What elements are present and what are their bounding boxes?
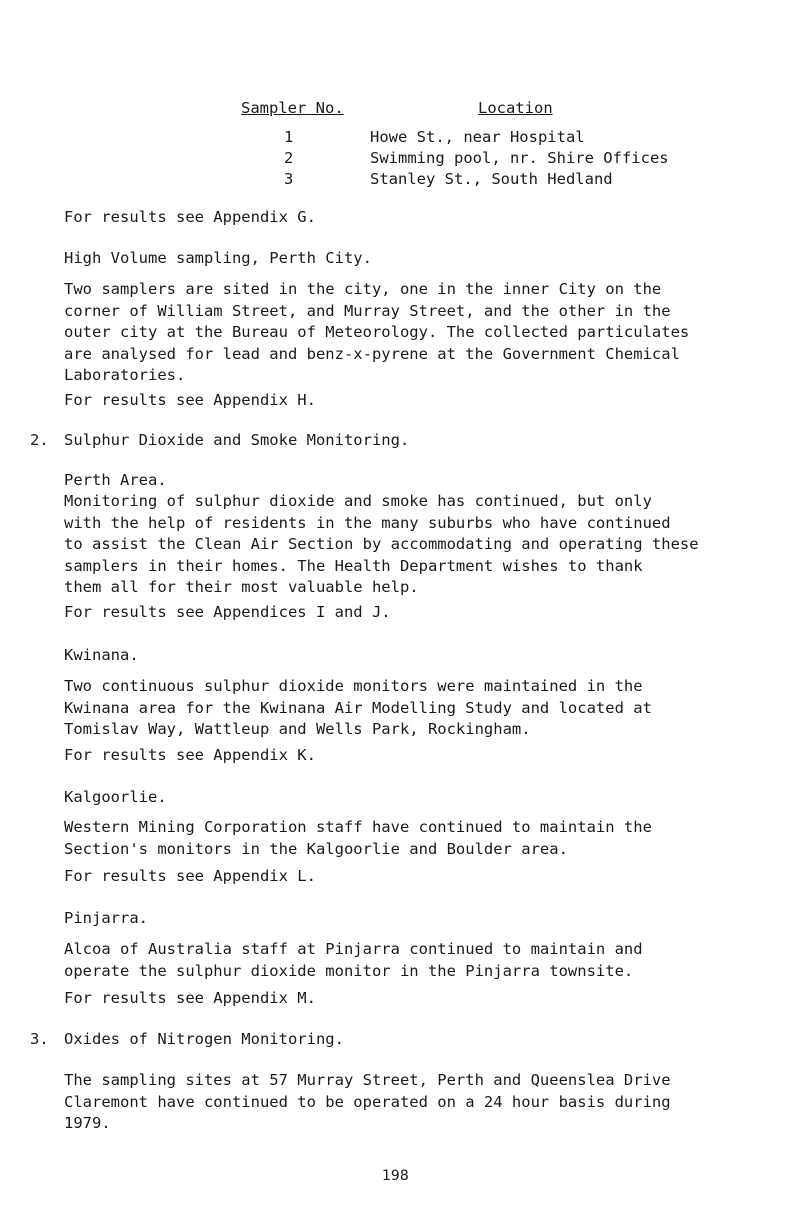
location-cell: Howe St., near Hospital xyxy=(370,128,585,146)
sampler-no-cell: 2 xyxy=(284,149,294,167)
kalgoorlie-heading: Kalgoorlie. xyxy=(64,788,167,806)
results-appendices-i-j: For results see Appendices I and J. xyxy=(64,603,391,621)
section-heading-nitrogen: Oxides of Nitrogen Monitoring. xyxy=(64,1030,344,1048)
kwinana-heading: Kwinana. xyxy=(64,646,139,664)
nitrogen-paragraph: The sampling sites at 57 Murray Street, Perth and Queenslea Drive Claremont have continued to be operated on a 24 hour basis during 1979. xyxy=(64,1071,671,1132)
sampler-no-cell: 3 xyxy=(284,170,294,188)
section-number: 2. xyxy=(30,431,49,449)
perth-area-heading: Perth Area. xyxy=(64,471,167,489)
results-appendix-l: For results see Appendix L. xyxy=(64,867,316,885)
page-number: 198 xyxy=(382,1168,409,1184)
results-appendix-m: For results see Appendix M. xyxy=(64,989,316,1007)
perth-area-paragraph: Monitoring of sulphur dioxide and smoke has continued, but only with the help of residents in the many suburbs who have continued to assist the Clean Air Section by accommodating and operating these samplers in their homes. The Health Department wishes to thank them all for their most valuable help. xyxy=(64,492,699,596)
kalgoorlie-paragraph: Western Mining Corporation staff have continued to maintain the Section's monitors in the Kalgoorlie and Boulder area. xyxy=(64,818,652,858)
location-header: Location xyxy=(478,99,553,117)
results-appendix-g: For results see Appendix G. xyxy=(64,208,316,226)
high-volume-heading: High Volume sampling, Perth City. xyxy=(64,249,372,267)
results-appendix-h: For results see Appendix H. xyxy=(64,391,316,409)
sampler-no-header: Sampler No. xyxy=(241,99,344,117)
location-cell: Swimming pool, nr. Shire Offices xyxy=(370,149,669,167)
kwinana-paragraph: Two continuous sulphur dioxide monitors were maintained in the Kwinana area for the Kwinana Air Modelling Study and located at Tomislav Way, Wattleup and Wells Park, Rockingham. xyxy=(64,677,652,738)
high-volume-paragraph: Two samplers are sited in the city, one in the inner City on the corner of William Street, and Murray Street, and the other in the outer city at the Bureau of Meteorology. The collected particulates are analysed for lead and benz-x-pyrene at the Government Chemical Laboratories. xyxy=(64,280,690,384)
pinjarra-heading: Pinjarra. xyxy=(64,909,148,927)
sampler-no-cell: 1 xyxy=(284,128,294,146)
pinjarra-paragraph: Alcoa of Australia staff at Pinjarra continued to maintain and operate the sulphur dioxide monitor in the Pinjarra townsite. xyxy=(64,940,643,980)
section-number: 3. xyxy=(30,1030,49,1048)
results-appendix-k: For results see Appendix K. xyxy=(64,746,316,764)
section-heading-sulphur: Sulphur Dioxide and Smoke Monitoring. xyxy=(64,431,410,449)
location-cell: Stanley St., South Hedland xyxy=(370,170,613,188)
